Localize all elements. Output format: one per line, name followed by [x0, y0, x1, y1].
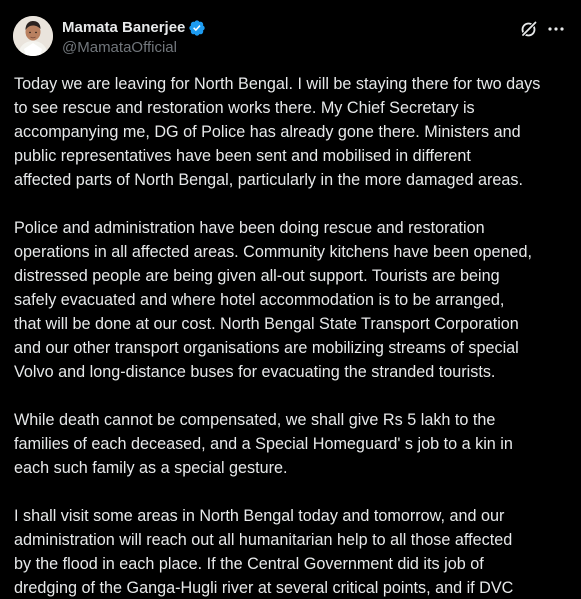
post-line: families of each deceased, and a Special Homeguard' s job to a kin in [14, 435, 513, 453]
grok-slash-icon-glyph [519, 19, 539, 39]
post-paragraph-2 [14, 216, 577, 384]
post-paragraph-1 [14, 72, 577, 192]
author-display-name[interactable]: Mamata Banerjee [62, 19, 186, 36]
verified-badge-icon[interactable] [188, 19, 206, 37]
post-header [13, 16, 567, 60]
post-paragraph-3 [14, 408, 577, 480]
post-line: and our other transport organisations are mobilizing streams of special [14, 339, 519, 357]
post-line: Today we are leaving for North Bengal. I will be staying there for two days [14, 75, 541, 93]
post-line: to see rescue and restoration works there. My Chief Secretary is [14, 99, 475, 117]
more-dots-icon-glyph [546, 19, 566, 39]
post-line: by the flood in each place. If the Central Government did its job of [14, 555, 484, 573]
avatar[interactable] [13, 16, 53, 56]
post-line: affected parts of North Bengal, particularly in the more damaged areas. [14, 171, 523, 189]
post-line: distressed people are being given all-out support. Tourists are being [14, 267, 500, 285]
post-line: that will be done at our cost. North Bengal State Transport Corporation [14, 315, 519, 333]
post-line: Volvo and long-distance buses for evacuating the stranded tourists. [14, 363, 496, 381]
post-line: Police and administration have been doing rescue and restoration [14, 219, 485, 237]
post-paragraph-4 [14, 504, 577, 599]
post-line: I shall visit some areas in North Bengal today and tomorrow, and our [14, 507, 505, 525]
post-line: public representatives have been sent and mobilised in different [14, 147, 471, 165]
avatar-image [13, 16, 53, 56]
post-line: While death cannot be compensated, we shall give Rs 5 lakh to the [14, 411, 496, 429]
author-handle[interactable]: @MamataOfficial [62, 39, 177, 56]
post-line: administration will reach out all humanitarian help to all those affected [14, 531, 513, 549]
post-text [14, 72, 577, 599]
name-row [62, 18, 206, 38]
post-line: accompanying me, DG of Police has already gone there. Ministers and [14, 123, 521, 141]
grok-slash-icon[interactable] [518, 18, 540, 40]
more-dots-icon[interactable] [545, 18, 567, 40]
post-line: safely evacuated and where hotel accommodation is to be arranged, [14, 291, 505, 309]
post-line: operations in all affected areas. Community kitchens have been opened, [14, 243, 533, 261]
author-names [62, 18, 206, 58]
post-line: dredging of the Ganga-Hugli river at several critical points, and if DVC [14, 579, 514, 597]
post-line: each such family as a special gesture. [14, 459, 288, 477]
